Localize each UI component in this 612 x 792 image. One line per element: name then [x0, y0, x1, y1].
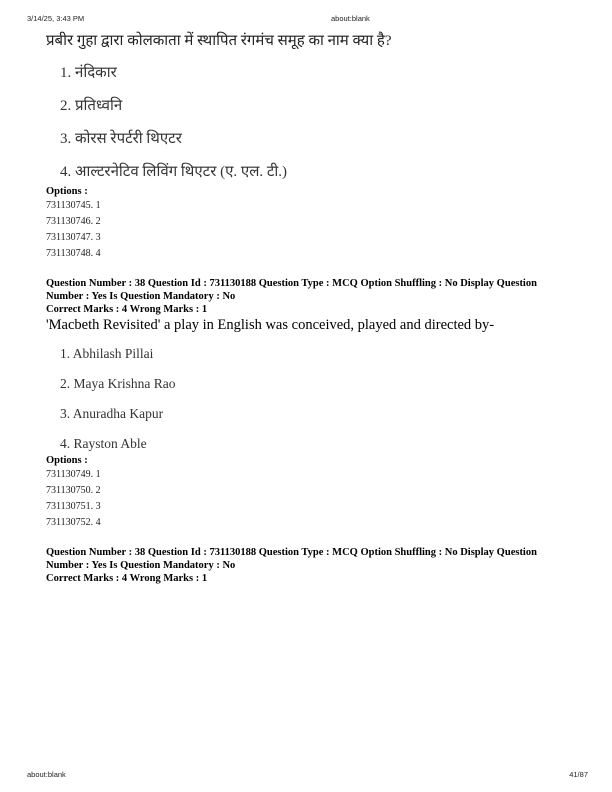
option-4: 4. Rayston Able: [60, 436, 147, 451]
option-3: 3. कोरस रेपर्टरी थिएटर: [60, 131, 182, 147]
print-datetime: 3/14/25, 3:43 PM: [27, 14, 85, 23]
page-number: 41/87: [569, 770, 588, 779]
option-1: 1. नंदिकार: [60, 65, 117, 81]
option-id-3: 731130747. 3: [46, 232, 101, 243]
option-2: 2. प्रतिध्वनि: [60, 98, 123, 114]
option-4: 4. आल्टरनेटिव लिविंग थिएटर (ए. एल. टी.): [60, 164, 288, 180]
option-1: 1. Abhilash Pillai: [60, 346, 154, 361]
question-text: प्रबीर गुहा द्वारा कोलकाता में स्थापित रंगमंच समूह का नाम क्या है?: [46, 33, 392, 49]
question-meta-line1: Question Number : 38 Question Id : 731130188 Question Type : MCQ Option Shuffling : No Display Question: [46, 547, 537, 558]
question-block-3: [46, 547, 576, 585]
question-meta-line2: Number : Yes Is Question Mandatory : No: [46, 290, 236, 302]
footer-url: about:blank: [27, 770, 66, 779]
question-meta-line1: Question Number : 38 Question Id : 731130188 Question Type : MCQ Option Shuffling : No Display Question: [46, 278, 537, 289]
option-id-4: 731130748. 4: [46, 248, 101, 259]
question-block-2: [46, 278, 576, 531]
document-body: [46, 32, 576, 585]
option-id-1: 731130745. 1: [46, 200, 101, 211]
page-url: about:blank: [331, 14, 370, 23]
option-id-3: 731130751. 3: [46, 501, 101, 512]
option-2: 2. Maya Krishna Rao: [60, 376, 176, 391]
question-block-1: [46, 32, 576, 262]
option-id-2: 731130746. 2: [46, 216, 101, 227]
question-meta-line2: Number : Yes Is Question Mandatory : No: [46, 559, 236, 571]
options-label: Options :: [46, 455, 88, 466]
question-marks: Correct Marks : 4 Wrong Marks : 1: [46, 304, 208, 315]
option-id-4: 731130752. 4: [46, 517, 101, 528]
options-label: Options :: [46, 186, 88, 197]
option-3: 3. Anuradha Kapur: [60, 406, 164, 421]
question-marks: Correct Marks : 4 Wrong Marks : 1: [46, 573, 208, 584]
option-id-1: 731130749. 1: [46, 469, 101, 480]
option-id-2: 731130750. 2: [46, 485, 101, 496]
question-text: 'Macbeth Revisited' a play in English was conceived, played and directed by-: [46, 317, 495, 333]
